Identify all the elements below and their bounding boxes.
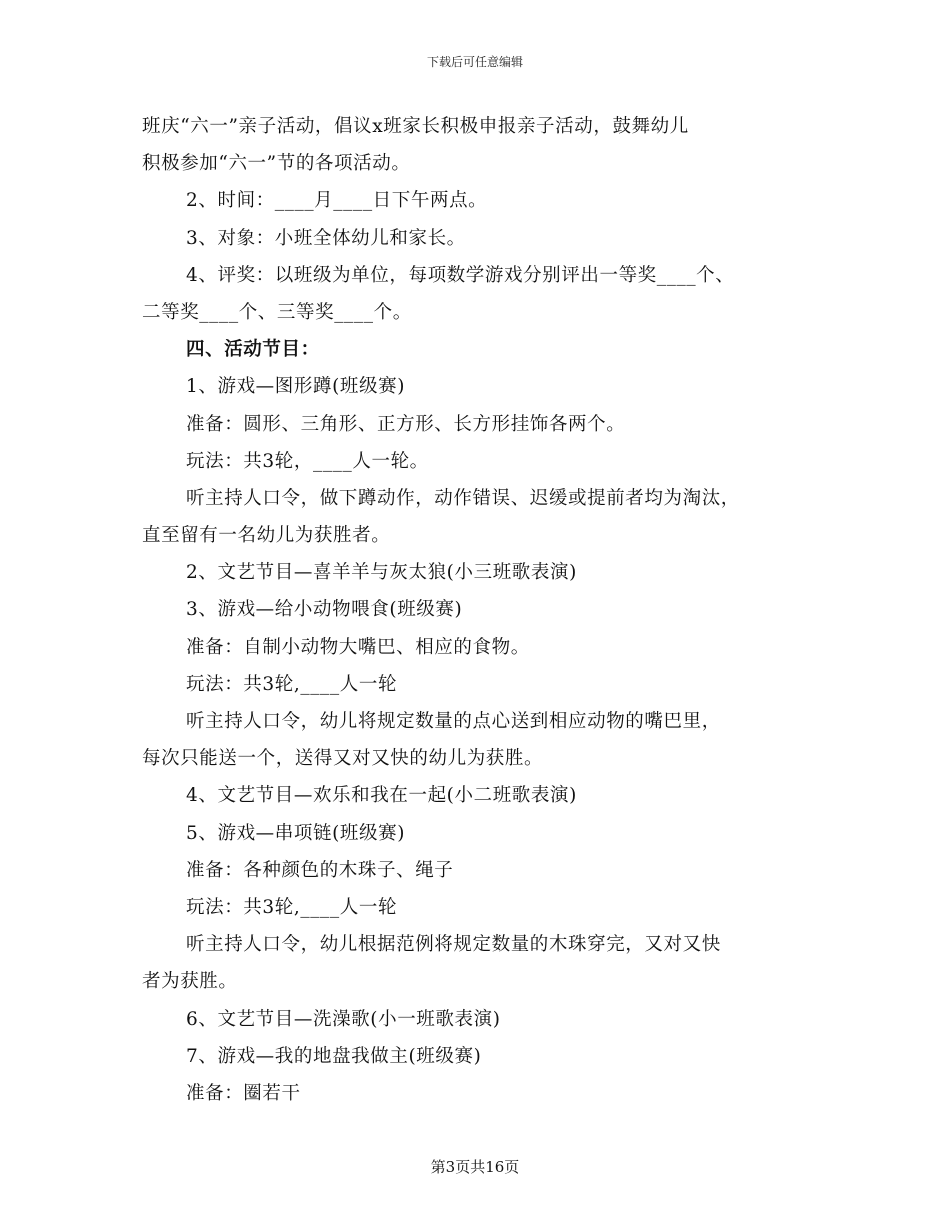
body-line: 积极参加“六一”节的各项活动。 bbox=[142, 153, 411, 175]
body-line: 听主持人口令，幼儿根据范例将规定数量的木珠穿完，又对又快 bbox=[186, 934, 721, 956]
body-line: 2、时间：____月____日下午两点。 bbox=[186, 190, 488, 212]
body-line: 5、游戏—串项链(班级赛) bbox=[186, 822, 406, 844]
body-line: 玩法：共3轮,____人一轮 bbox=[186, 896, 398, 918]
section-heading: 四、活动节目： bbox=[186, 339, 320, 361]
body-line: 者为获胜。 bbox=[142, 971, 238, 993]
page-footer: 第3页共16页 bbox=[430, 1158, 520, 1176]
body-line: 3、对象：小班全体幼儿和家长。 bbox=[186, 227, 466, 249]
body-line: 听主持人口令，做下蹲动作，动作错误、迟缓或提前者均为淘汰， bbox=[186, 487, 740, 509]
body-line: 班庆“六一”亲子活动，倡议x班家长积极申报亲子活动，鼓舞幼儿 bbox=[142, 116, 689, 137]
body-line: 7、游戏—我的地盘我做主(班级赛) bbox=[186, 1045, 482, 1067]
body-line: 准备：圆形、三角形、正方形、长方形挂饰各两个。 bbox=[186, 413, 626, 435]
body-line: 准备：各种颜色的木珠子、绳子 bbox=[186, 859, 454, 881]
body-line: 玩法：共3轮,____人一轮 bbox=[186, 673, 398, 695]
body-line: 二等奖____个、三等奖____个。 bbox=[142, 301, 412, 323]
page-header: 下载后可任意编辑 bbox=[426, 55, 523, 69]
body-line: 4、评奖：以班级为单位，每项数学游戏分别评出一等奖____个、 bbox=[186, 264, 735, 286]
body-line: 直至留有一名幼儿为获胜者。 bbox=[142, 525, 391, 547]
body-line: 准备：圈若干 bbox=[186, 1082, 301, 1104]
document-body bbox=[142, 108, 814, 1112]
body-line: 4、文艺节目—欢乐和我在一起(小二班歌表演) bbox=[186, 785, 577, 807]
body-line: 3、游戏—给小动物喂食(班级赛) bbox=[186, 599, 463, 621]
body-line: 每次只能送一个，送得又对又快的幼儿为获胜。 bbox=[142, 748, 544, 770]
body-line: 2、文艺节目—喜羊羊与灰太狼(小三班歌表演) bbox=[186, 562, 577, 584]
body-line: 准备：自制小动物大嘴巴、相应的食物。 bbox=[186, 636, 530, 658]
body-line: 听主持人口令，幼儿将规定数量的点心送到相应动物的嘴巴里， bbox=[186, 711, 721, 732]
body-line: 1、游戏—图形蹲(班级赛) bbox=[186, 376, 406, 398]
body-line: 玩法：共3轮，____人一轮。 bbox=[186, 450, 429, 472]
body-line: 6、文艺节目—洗澡歌(小一班歌表演) bbox=[186, 1008, 501, 1030]
